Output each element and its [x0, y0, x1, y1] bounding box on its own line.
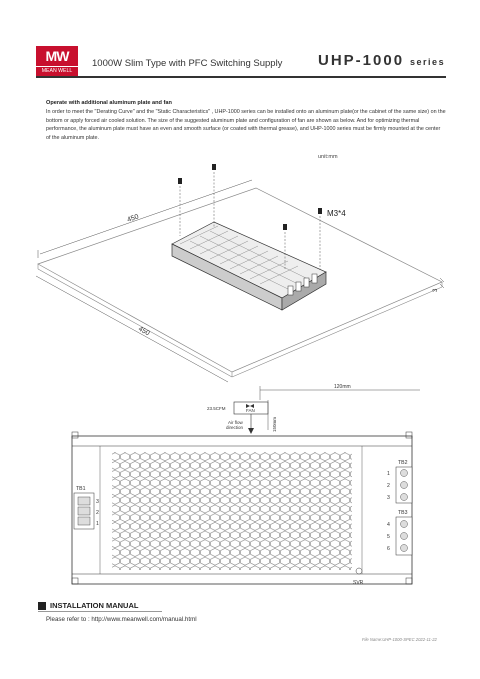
tb3-label: TB3	[398, 510, 408, 516]
airflow-label: Air flow direction	[226, 420, 244, 430]
svr-label: SVR	[353, 580, 364, 586]
section-marker-icon	[38, 602, 46, 610]
product-title: 1000W Slim Type with PFC Switching Supply	[92, 58, 283, 69]
svr-potentiometer-icon	[356, 568, 362, 574]
plate-width-dimension: 450	[126, 213, 140, 224]
tb2-pin-2: 2	[387, 483, 390, 489]
fan-height-dimension: 150mm	[272, 416, 277, 432]
screw-spec-label: M3*4	[327, 209, 346, 218]
model-heading	[318, 52, 445, 69]
isometric-mounting-drawing	[0, 150, 480, 385]
logo-mark: MW	[36, 46, 78, 66]
airflow-arrow-icon	[248, 428, 254, 434]
tb1-pin-3: 3	[96, 499, 99, 505]
tb2-pin-3: 3	[387, 495, 390, 501]
tb2-pin-1: 1	[387, 471, 390, 477]
tb1-pin-1: 1	[96, 521, 99, 527]
installation-heading: INSTALLATION MANUAL	[50, 601, 139, 610]
unit-label: unit:mm	[318, 154, 338, 160]
tb1-pin-2: 2	[96, 510, 99, 516]
tb3-pin-5: 5	[387, 534, 390, 540]
tb3-pin-4: 4	[387, 522, 390, 528]
series-label: series	[410, 57, 446, 67]
thickness-dimension: 3	[433, 288, 439, 292]
header-rule	[36, 76, 446, 78]
meanwell-logo	[36, 46, 78, 76]
fan-label: FAN	[246, 408, 255, 413]
tb1-label: TB1	[76, 486, 86, 492]
fan-offset-dimension: 120mm	[334, 384, 351, 390]
installation-rule	[38, 611, 162, 612]
section-paragraph: In order to meet the "Derating Curve" and the "Static Characteristics" , UHP-1000 series can be installed onto an aluminum plate(or the cabinet of the same size) on the bottom or apply forced air cooled solution. The size of the suggested aluminum plate and configuration of fan are shown as below. And for optimizing thermal performance, the aluminum plate must have an even and smooth surface (or coated with thermal grease), and UHP-1000 series must be firmly mounted at the center of the aluminum plate.	[46, 109, 446, 141]
honeycomb-vent	[112, 452, 352, 570]
file-name-footer: File Name:UHP-1000-SPEC 2022-11-22	[362, 637, 437, 642]
tb3-pin-6: 6	[387, 546, 390, 552]
fan-airflow-cfm: 23.5CFM	[207, 406, 226, 411]
plate-depth-dimension: 450	[137, 325, 151, 338]
section-heading: Operate with additional aluminum plate and fan	[46, 100, 172, 106]
model-name: UHP-1000	[318, 52, 405, 69]
plan-view-drawing	[0, 380, 480, 595]
logo-wordmark: MEAN WELL	[36, 66, 78, 76]
installation-reference: Please refer to : http://www.meanwell.com/manual.html	[46, 616, 197, 623]
tb2-label: TB2	[398, 460, 408, 466]
